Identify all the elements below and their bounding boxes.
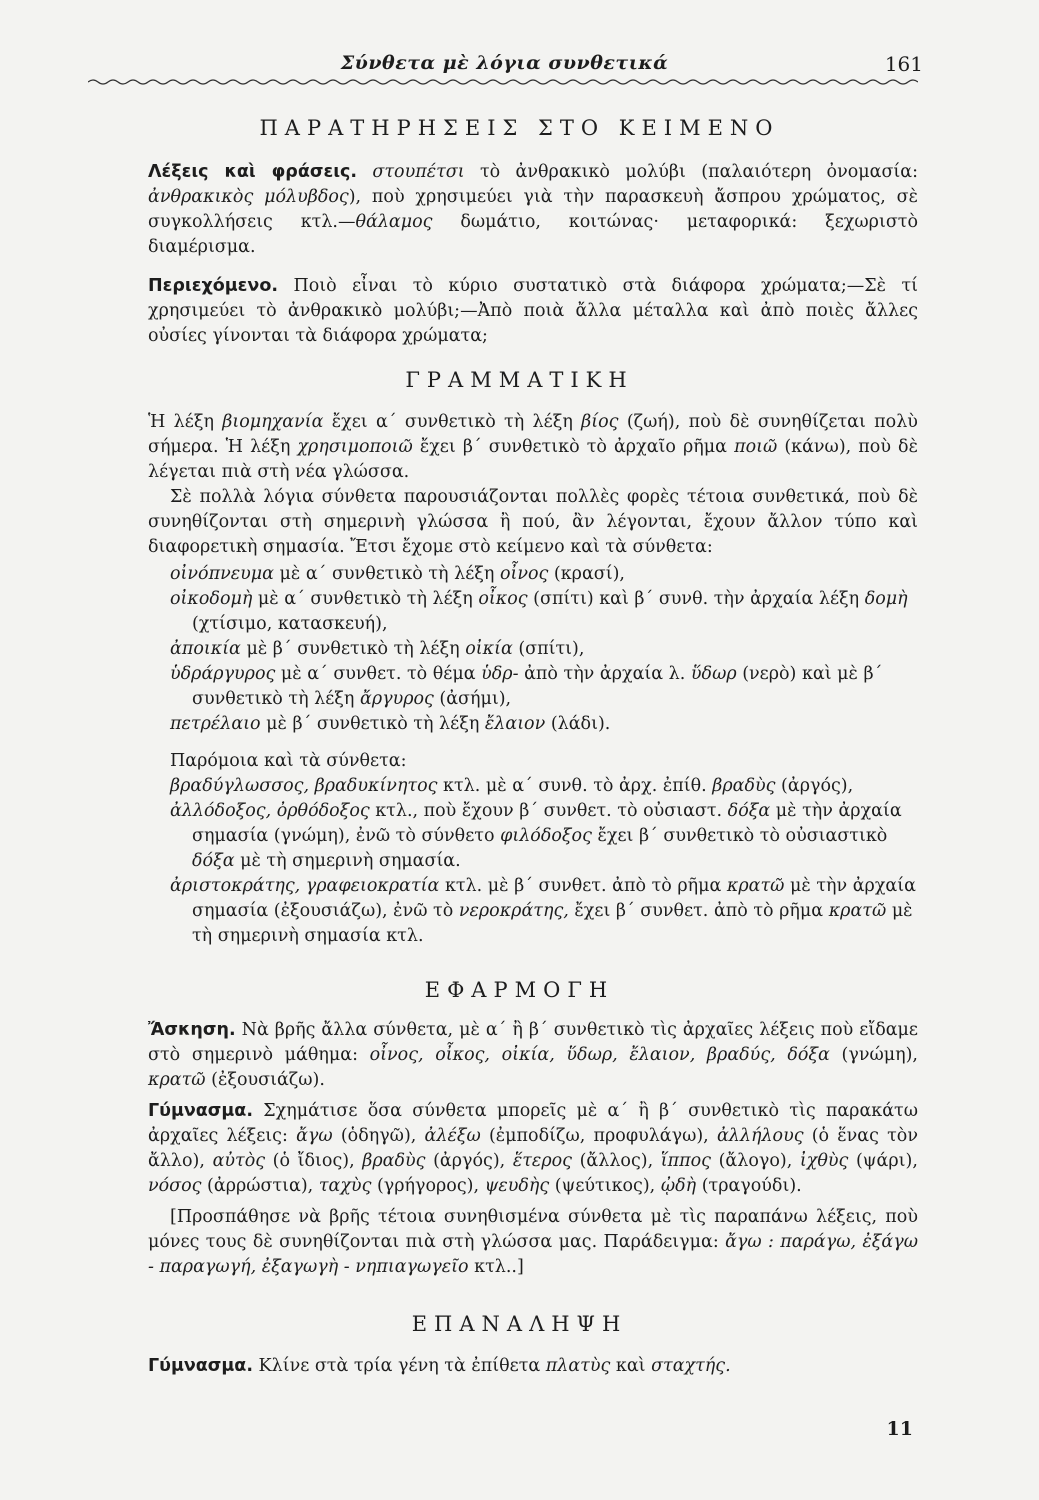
text: (ἐμποδίζω, προφυλάγω),: [488, 1126, 709, 1146]
text: ), ποὺ χρησιμεύει γιὰ τὴν παρασκευὴ ἄσπρου χρώματος, σὲ συγκολλήσεις κτλ.—: [148, 187, 918, 232]
section-heading-grammar: ΓΡΑΜΜΑΤΙΚΗ: [405, 368, 634, 392]
similar-list: [170, 774, 918, 949]
page-number: 161: [884, 52, 923, 76]
text: μὲ α΄ συνθετικὸ τὴ λέξη: [279, 564, 495, 584]
text: ἔχει β΄ συνθετ. ἀπὸ τὸ ρῆμα: [574, 901, 824, 921]
term: φιλόδοξος: [500, 826, 592, 846]
term: ᾠδὴ: [660, 1176, 697, 1196]
text: (ψεύτικος),: [554, 1176, 656, 1196]
text: κτλ. μὲ β΄ συνθετ. ἀπὸ τὸ ρῆμα: [444, 876, 722, 896]
text: Ποιὸ εἶναι τὸ κύριο συστατικὸ στὰ διάφορα χρώματα;—Σὲ τί χρησιμεύει τὸ ἀνθρακικὸ μολύβι;—Ἀπὸ ποιὰ ἄλλα μέταλλα καὶ ἀπὸ ποιὲς ἄλλες οὐσίες γίνονται τὰ διάφορα χρώματα;: [148, 276, 918, 346]
text: μὲ τὴ σημερινὴ σημασία κτλ.: [192, 901, 913, 946]
term: αὐτὸς: [212, 1151, 266, 1171]
list-item: [170, 587, 918, 637]
text: (ψάρι),: [855, 1151, 918, 1171]
hint-paragraph: [148, 1205, 918, 1280]
text: Ἡ λέξη: [148, 412, 214, 432]
text: τὸ ἀνθρακικὸ μολύβι (παλαιότερη ὀνομασία:: [479, 162, 918, 182]
list-item: [170, 874, 918, 949]
paragraph-label: Περιεχόμενο.: [148, 276, 278, 296]
text: (ὁ ἴδιος),: [272, 1151, 355, 1171]
term: οἶνος, οἶκος, οἰκία, ὕδωρ, ἔλαιον, βραδύς, δόξα: [369, 1045, 830, 1065]
term: οἶκος: [478, 589, 528, 609]
term: ἀλλήλους: [716, 1126, 804, 1146]
term: οἰκοδομὴ: [170, 589, 253, 609]
text: κτλ., ποὺ ἔχουν β΄ συνθετ. τὸ οὐσιαστ.: [375, 801, 723, 821]
observations-block: [148, 160, 918, 349]
term: βίος: [581, 412, 619, 432]
text: (ἄλλος),: [579, 1151, 654, 1171]
term: κρατῶ: [726, 876, 785, 896]
term: ἀριστοκράτης, γραφειοκρατία: [170, 876, 440, 896]
words-phrases-paragraph: [148, 160, 918, 260]
list-item: [170, 712, 918, 737]
term: χρησιμοποιῶ: [297, 437, 413, 457]
term: πετρέλαιο: [170, 714, 261, 734]
text: δωμάτιο, κοιτώνας· μεταφορικά: ξεχωριστὸ διαμέρισμα.: [148, 212, 918, 257]
term: ταχὺς: [318, 1176, 372, 1196]
term: ὑδράργυρος: [170, 664, 276, 684]
term: ἀλλόδοξος, ὀρθόδοξος: [170, 801, 370, 821]
text: (κάνω), ποὺ δὲ λέγεται πιὰ στὴ νέα γλώσσα.: [148, 437, 918, 482]
term: βραδύγλωσσος, βραδυκίνητος: [170, 776, 438, 796]
term: ἄγω : παράγω, ἐξάγω - παραγωγή, ἐξαγωγὴ - νηπιαγωγεῖο: [148, 1232, 918, 1277]
text: μὲ α΄ συνθετικὸ τὴ λέξη: [257, 589, 473, 609]
paragraph-label: Λέξεις καὶ φράσεις.: [148, 162, 358, 182]
term: ἕτερος: [512, 1151, 572, 1171]
text: (ζωή), ποὺ δὲ συνηθίζεται πολὺ σήμερα. Ἡ λέξη: [148, 412, 918, 457]
grammar-block: [148, 410, 918, 949]
text: (ἀσήμι),: [439, 689, 512, 709]
term: βραδὺς: [362, 1151, 426, 1171]
text: (ἀργός),: [433, 1151, 506, 1171]
application-block: [148, 1018, 918, 1280]
text: μὲ β΄ συνθετικὸ τὴ λέξη: [246, 639, 460, 659]
paragraph-label: Ἄσκηση.: [148, 1020, 236, 1040]
text: καὶ: [615, 1356, 646, 1376]
content-paragraph: [148, 274, 918, 349]
grammar-paragraph-2: Σὲ πολλὰ λόγια σύνθετα παρουσιάζονται πολλὲς φορὲς τέτοια συνθετικά, ποὺ δὲ συνηθίζονται στὴ σημερινὴ γλώσσα ἢ πού, ἂν λέγονται, ἔχουν ἄλλον τύπο καὶ διαφορετικὴ σημασία. Ἔτσι ἔχομε στὸ κείμενο καὶ τὰ σύνθετα:: [148, 487, 918, 557]
term: κρατῶ: [828, 901, 887, 921]
text: (νερὸ) καὶ μὲ β΄ συνθετικὸ τὴ λέξη: [192, 664, 883, 709]
list-item: [170, 799, 918, 874]
term: νεροκράτης,: [458, 901, 569, 921]
text: (ὁδηγῶ),: [340, 1126, 417, 1146]
section-heading-observations: ΠΑΡΑΤΗΡΗΣΕΙΣ ΣΤΟ ΚΕΙΜΕΝΟ: [259, 116, 780, 140]
text: μὲ τὴν ἀρχαία σημασία (ἐξουσιάζω), ἐνῶ τὸ: [192, 876, 916, 921]
text: (ἀργός),: [781, 776, 854, 796]
wavy-rule: [88, 78, 918, 86]
list-item: [170, 562, 918, 587]
text: (τραγούδι).: [701, 1176, 802, 1196]
drill-paragraph: [148, 1099, 918, 1199]
term: θάλαμος: [355, 212, 433, 232]
term: ἵππος: [660, 1151, 711, 1171]
text: ἀπὸ τὴν ἀρχαία λ.: [524, 664, 686, 684]
term: ἄργυρος: [360, 689, 434, 709]
exercise-paragraph: [148, 1018, 918, 1093]
term: οἶνος: [499, 564, 549, 584]
section-heading-application: ΕΦΑΡΜΟΓΗ: [424, 978, 615, 1002]
running-title: Σύνθετα μὲ λόγια συνθετικά: [340, 52, 669, 74]
term: ἀλέξω: [424, 1126, 481, 1146]
text: (ἄλογο),: [718, 1151, 793, 1171]
term: ἀποικία: [170, 639, 241, 659]
similar-intro: Παρόμοια καὶ τὰ σύνθετα:: [170, 751, 407, 771]
text: μὲ β΄ συνθετικὸ τὴ λέξη: [266, 714, 480, 734]
term: οἰκία: [465, 639, 513, 659]
text: (σπίτι) καὶ β΄ συνθ. τὴν ἀρχαία λέξη: [533, 589, 860, 609]
section-heading-review: ΕΠΑΝΑΛΗΨΗ: [411, 1312, 628, 1336]
text: Νὰ βρῆς ἄλλα σύνθετα, μὲ α΄ ἢ β΄ συνθετικὸ τὶς ἀρχαῖες λέξεις ποὺ εἴδαμε στὸ σημερινὸ μάθημα:: [148, 1020, 918, 1065]
term: βραδὺς: [712, 776, 776, 796]
text: μὲ τὴ σημερινὴ σημασία.: [240, 851, 461, 871]
term: σταχτής.: [651, 1356, 731, 1376]
term: ἄγω: [296, 1126, 333, 1146]
paragraph-label: Γύμνασμα.: [148, 1101, 253, 1121]
text: Σχημάτισε ὅσα σύνθετα μπορεῖς μὲ α΄ ἢ β΄ συνθετικὸ τὶς παρακάτω ἀρχαῖες λέξεις:: [148, 1101, 918, 1146]
term: πλατὺς: [545, 1356, 611, 1376]
text: (χτίσιμο, κατασκευή),: [192, 614, 388, 634]
review-paragraph: [148, 1354, 918, 1379]
list-item: [170, 774, 918, 799]
term: οἰνόπνευμα: [170, 564, 274, 584]
text: (σπίτι),: [518, 639, 585, 659]
term: δόξα: [727, 801, 771, 821]
term: ὕδωρ: [690, 664, 737, 684]
review-block: [148, 1354, 918, 1379]
term: δομὴ: [864, 589, 908, 609]
term: βιομηχανία: [222, 412, 324, 432]
paragraph-label: Γύμνασμα.: [148, 1356, 253, 1376]
term: ἔλαιον: [484, 714, 546, 734]
grammar-paragraph-1: [148, 410, 918, 485]
term: ἀνθρακικὸς μόλυβδος: [148, 187, 349, 207]
term: δόξα: [192, 851, 235, 871]
text: κτλ. μὲ α΄ συνθ. τὸ ἀρχ. ἐπίθ.: [443, 776, 707, 796]
text: μὲ τὴν ἀρχαία σημασία (γνώμη), ἐνῶ τὸ σύνθετο: [192, 801, 902, 846]
text: (ἐξουσιάζω).: [211, 1070, 325, 1090]
list-item: [170, 637, 918, 662]
text: (γρήγορος),: [376, 1176, 480, 1196]
running-header: [88, 48, 921, 88]
term: ὑδρ-: [481, 664, 519, 684]
term: ψευδὴς: [484, 1176, 550, 1196]
signature-mark: 11: [886, 1418, 913, 1440]
text: ἔχει α΄ συνθετικὸ τὴ λέξη: [331, 412, 573, 432]
term: ἰχθὺς: [799, 1151, 849, 1171]
text: Κλίνε στὰ τρία γένη τὰ ἐπίθετα: [258, 1356, 541, 1376]
examples-list: [170, 562, 918, 737]
term: ποιῶ: [734, 437, 778, 457]
list-item: [170, 662, 918, 712]
term: στουπέτσι: [372, 162, 465, 182]
text: (λάδι).: [550, 714, 611, 734]
term: νόσος: [148, 1176, 202, 1196]
text: κτλ..]: [474, 1257, 524, 1277]
text: (κρασί),: [553, 564, 625, 584]
text: (γνώμη),: [841, 1045, 918, 1065]
text: ἔχει β΄ συνθετικὸ τὸ οὐσιαστικὸ: [597, 826, 888, 846]
text: [Προσπάθησε νὰ βρῆς τέτοια συνηθισμένα σύνθετα μὲ τὶς παραπάνω λέξεις, ποὺ μόνες τους δὲ συνηθίζονται πιὰ στὴ γλώσσα μας. Παράδειγμα:: [148, 1207, 918, 1252]
text: ἔχει β΄ συνθετικὸ τὸ ἀρχαῖο ρῆμα: [419, 437, 727, 457]
term: κρατῶ: [148, 1070, 206, 1090]
text: μὲ α΄ συνθετ. τὸ θέμα: [280, 664, 476, 684]
text: (ὁ ἕνας τὸν ἄλλο),: [148, 1126, 918, 1171]
text: (ἀρρώστια),: [207, 1176, 314, 1196]
